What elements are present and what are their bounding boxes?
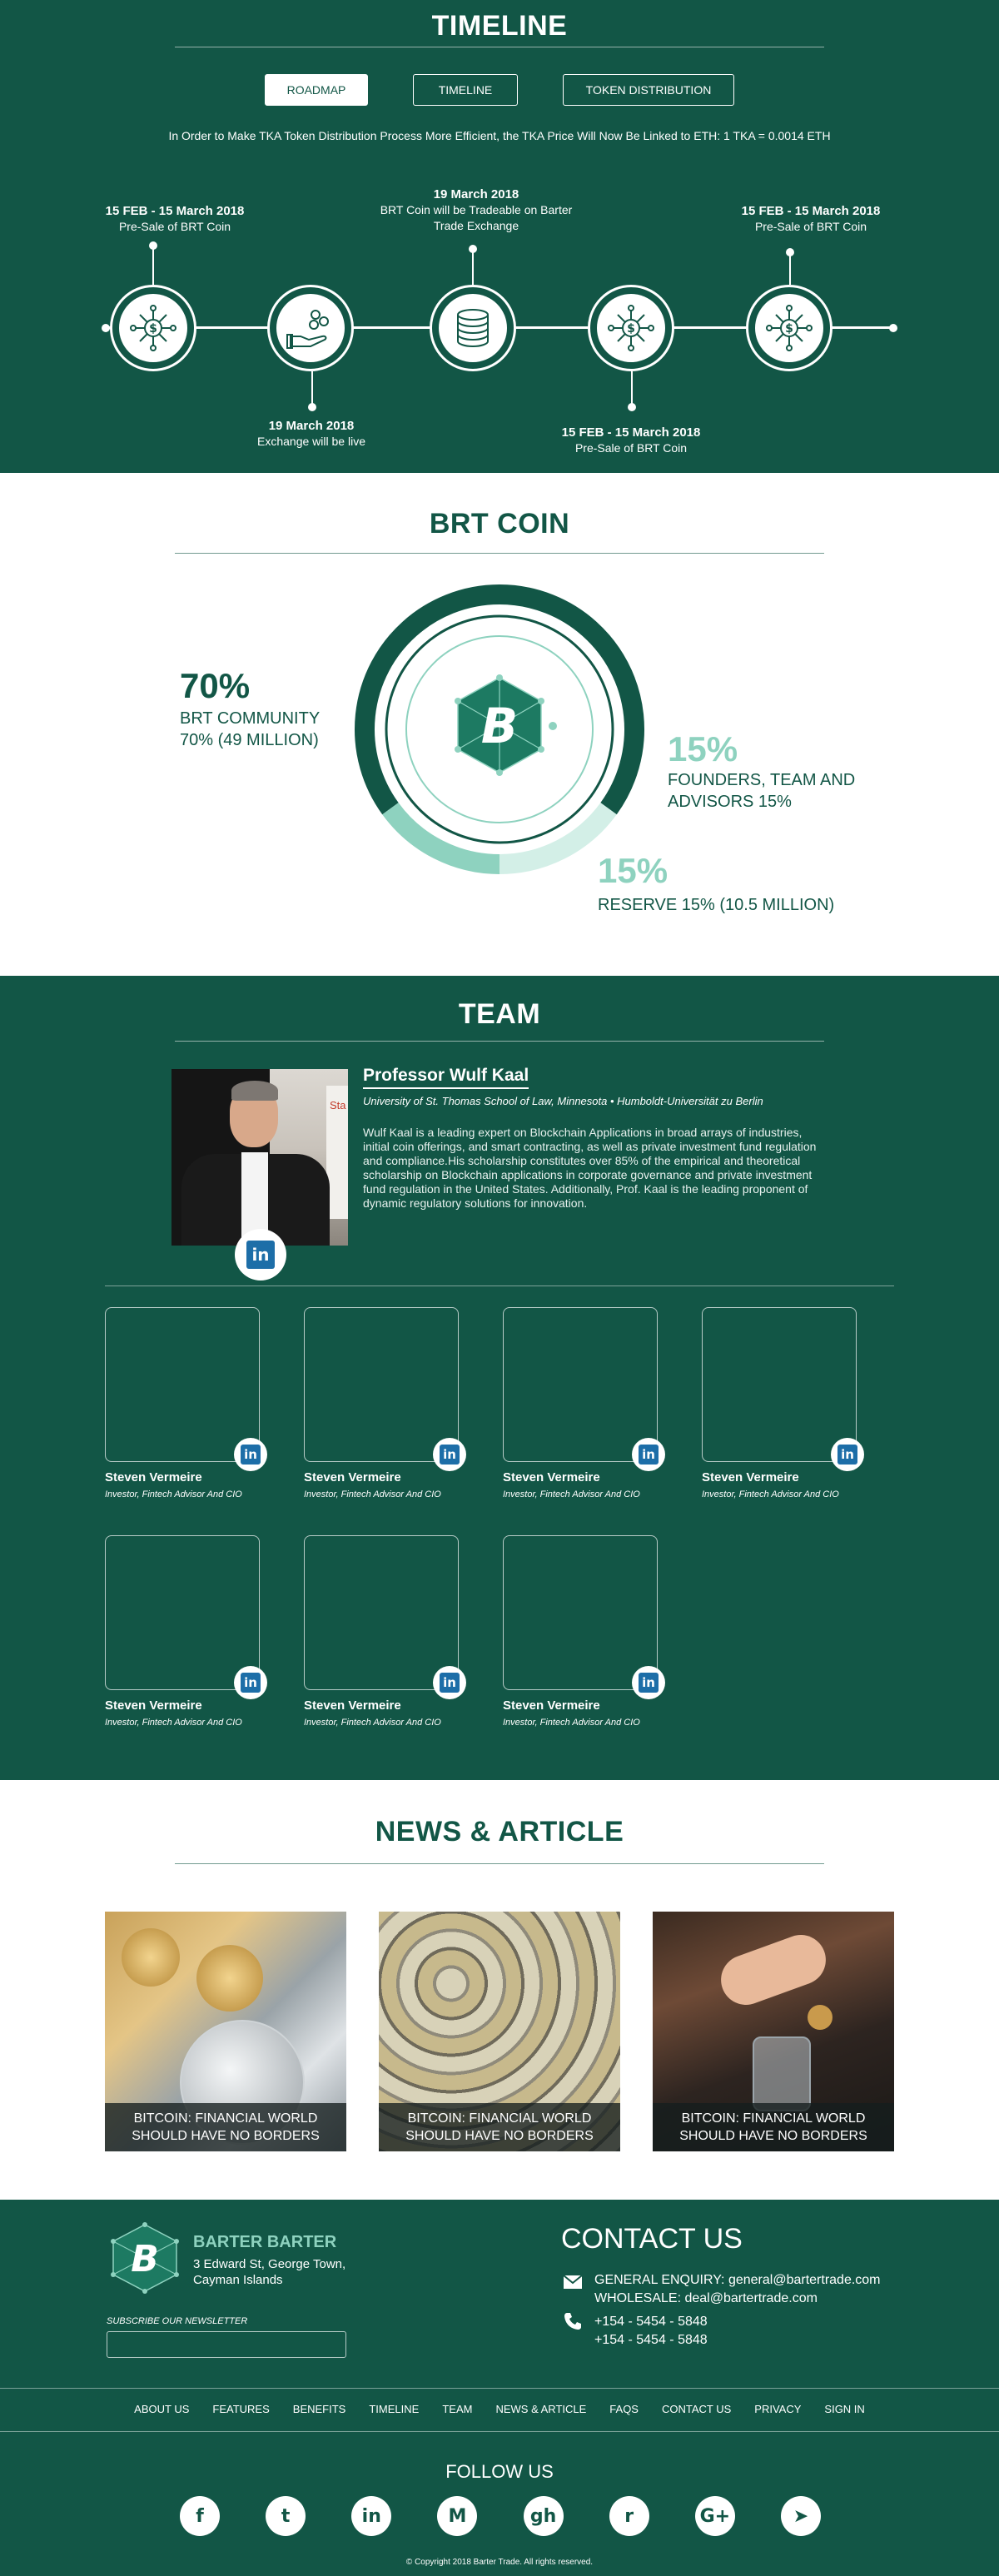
nav-features[interactable]: FEATURES	[212, 2403, 270, 2415]
jar-image	[753, 2036, 811, 2111]
subscribe-label: SUBSCRIBE OUR NEWSLETTER	[107, 2316, 248, 2326]
member-role: Investor, Fintech Advisor And CIO	[304, 1489, 441, 1499]
timeline-title: TIMELINE	[431, 10, 568, 42]
lead-photo	[171, 1069, 348, 1246]
social-links	[180, 2496, 821, 2536]
phone-1[interactable]: +154 - 5454 - 5848	[594, 2315, 708, 2329]
nav-privacy[interactable]: PRIVACY	[754, 2403, 802, 2415]
team-member-card[interactable]	[105, 1535, 271, 1728]
address	[193, 2256, 345, 2288]
team-title: TEAM	[458, 998, 541, 1030]
linkedin-icon[interactable]: in	[632, 1438, 665, 1471]
member-name: Steven Vermeire	[503, 1698, 600, 1713]
milestone-4-label	[531, 425, 731, 456]
linkedin-icon[interactable]: in	[632, 1666, 665, 1699]
mail-icon	[563, 2275, 583, 2290]
milestone-4-node[interactable]	[588, 285, 674, 371]
timeline-end-dot	[102, 324, 110, 332]
nav-news-article[interactable]: NEWS & ARTICLE	[495, 2403, 587, 2415]
nav-contact-us[interactable]: CONTACT US	[661, 2403, 732, 2415]
member-name: Steven Vermeire	[702, 1470, 799, 1484]
timeline-note: In Order to Make TKA Token Distribution Process More Efficient, the TKA Price Will Now Be Linked to ETH: 1 TKA = 0.0014 ETH	[168, 129, 831, 142]
medium-icon[interactable]: M	[437, 2496, 477, 2536]
member-photo-frame	[503, 1535, 658, 1690]
community-percent: 70%	[180, 666, 251, 705]
footer-nav	[0, 2403, 999, 2415]
news-caption: BITCOIN: FINANCIAL WORLD SHOULD HAVE NO BORDERS	[105, 2103, 346, 2151]
phone-icon	[563, 2311, 583, 2331]
team-member-card[interactable]	[304, 1535, 470, 1728]
milestone-text: BRT Coin will be Tradeable on Barter Trade Exchange	[380, 203, 573, 232]
general-label: GENERAL ENQUIRY:	[594, 2273, 725, 2287]
milestone-5-node[interactable]	[746, 285, 832, 371]
founders-percent: 15%	[668, 729, 738, 768]
milestone-1-node[interactable]	[110, 285, 196, 371]
news-title: NEWS & ARTICLE	[375, 1816, 624, 1847]
member-photo-frame	[105, 1307, 260, 1462]
coin-stack-icon	[439, 294, 507, 362]
milestone-date: 15 FEB - 15 March 2018	[561, 425, 701, 440]
title-divider	[175, 553, 824, 554]
svg-text:B: B	[131, 2238, 159, 2280]
milestone-3-label	[376, 186, 576, 234]
news-section	[0, 1780, 999, 2200]
milestone-stem	[311, 371, 313, 405]
reserve-label: RESERVE 15% (10.5 MILLION)	[598, 896, 835, 914]
tab-timeline[interactable]: TIMELINE	[413, 74, 518, 106]
team-member-card[interactable]	[503, 1307, 669, 1499]
member-photo-frame	[304, 1307, 459, 1462]
team-section	[0, 976, 999, 1780]
wholesale-email[interactable]: deal@bartertrade.com	[684, 2291, 818, 2305]
milestone-dot	[786, 248, 794, 256]
milestone-text: Pre-Sale of BRT Coin	[754, 220, 867, 233]
milestone-3-node[interactable]	[430, 285, 516, 371]
founders-label: FOUNDERS, TEAM AND ADVISORS 15%	[668, 771, 856, 811]
milestone-date: 19 March 2018	[433, 187, 519, 201]
member-role: Investor, Fintech Advisor And CIO	[105, 1489, 242, 1499]
svg-text:$: $	[149, 322, 157, 336]
linkedin-icon[interactable]: in	[433, 1438, 466, 1471]
member-role: Investor, Fintech Advisor And CIO	[105, 1718, 242, 1728]
follow-title: FOLLOW US	[445, 2461, 554, 2482]
github-icon[interactable]: gh	[524, 2496, 564, 2536]
milestone-dot	[469, 245, 477, 253]
wholesale-enquiry	[594, 2291, 818, 2306]
brt-coin-section	[0, 473, 999, 976]
team-member-card[interactable]	[503, 1535, 669, 1728]
timeline-section	[0, 0, 999, 473]
contact-title: CONTACT US	[561, 2223, 743, 2255]
member-role: Investor, Fintech Advisor And CIO	[503, 1489, 640, 1499]
milestone-dot	[308, 403, 316, 411]
linkedin-icon[interactable]: in	[234, 1666, 267, 1699]
community-label: BRT COMMUNITY 70% (49 MILLION)	[180, 709, 320, 749]
team-member-card[interactable]	[105, 1307, 271, 1499]
nav-team[interactable]: TEAM	[442, 2403, 473, 2415]
lead-name[interactable]: Professor Wulf Kaal	[363, 1066, 529, 1089]
facebook-icon[interactable]: f	[180, 2496, 220, 2536]
member-name: Steven Vermeire	[304, 1470, 401, 1484]
telegram-icon[interactable]: ➤	[781, 2496, 821, 2536]
milestone-text: Pre-Sale of BRT Coin	[574, 441, 688, 455]
general-email[interactable]: general@bartertrade.com	[728, 2273, 881, 2287]
dollar-network-icon	[597, 294, 665, 362]
lead-affiliation: University of St. Thomas School of Law, Minnesota • Humboldt-Universität zu Berlin	[363, 1095, 763, 1107]
member-photo-frame	[304, 1535, 459, 1690]
title-divider	[175, 1863, 824, 1864]
hand-coins-icon	[276, 294, 345, 362]
milestone-date: 19 March 2018	[268, 419, 355, 433]
member-role: Investor, Fintech Advisor And CIO	[304, 1718, 441, 1728]
member-role: Investor, Fintech Advisor And CIO	[503, 1718, 640, 1728]
milestone-text: Pre-Sale of BRT Coin	[118, 220, 231, 233]
twitter-icon[interactable]: t	[266, 2496, 306, 2536]
wholesale-label: WHOLESALE:	[594, 2291, 682, 2305]
member-photo-frame	[702, 1307, 857, 1462]
linkedin-icon[interactable]: in	[234, 1438, 267, 1471]
nav-sign-in[interactable]: SIGN IN	[824, 2403, 865, 2415]
member-photo-frame	[105, 1535, 260, 1690]
milestone-5-label	[711, 203, 911, 235]
reddit-icon[interactable]: r	[609, 2496, 649, 2536]
barter-logo-icon[interactable]	[103, 2216, 186, 2300]
google-plus-icon[interactable]: G+	[695, 2496, 735, 2536]
brt-donut-chart	[341, 571, 658, 888]
news-caption: BITCOIN: FINANCIAL WORLD SHOULD HAVE NO BORDERS	[379, 2103, 620, 2151]
news-card[interactable]	[105, 1912, 346, 2151]
address-line: Cayman Islands	[193, 2273, 283, 2287]
dollar-network-icon	[755, 294, 823, 362]
news-card[interactable]	[653, 1912, 894, 2151]
news-card[interactable]	[379, 1912, 620, 2151]
tab-token-distribution[interactable]: TOKEN DISTRIBUTION	[563, 74, 734, 106]
lead-bio: Wulf Kaal is a leading expert on Blockchain Applications in broad arrays of industries, initial coin offerings, and smart contracting, as well as private investment fund regulation and compliance.His scholarship constitutes over 85% of the empirical and theoretical scholarship on Blockchain applications in corporate governance and private investment fund regulation in the United States. Additionally, Prof. Kaal is the leading proponent of dynamic regulatory solutions for innovation.	[363, 1126, 817, 1210]
member-name: Steven Vermeire	[304, 1698, 401, 1713]
tab-roadmap[interactable]: ROADMAP	[265, 74, 368, 106]
team-member-card[interactable]	[702, 1307, 868, 1499]
team-member-card[interactable]	[304, 1307, 470, 1499]
linkedin-icon[interactable]: in	[351, 2496, 391, 2536]
nav-about-us[interactable]: ABOUT US	[134, 2403, 190, 2415]
member-role: Investor, Fintech Advisor And CIO	[702, 1489, 839, 1499]
nav-benefits[interactable]: BENEFITS	[292, 2403, 346, 2415]
linkedin-icon[interactable]: in	[831, 1438, 864, 1471]
nav-faqs[interactable]: FAQS	[609, 2403, 639, 2415]
milestone-date: 15 FEB - 15 March 2018	[741, 204, 881, 218]
brand-name: BARTER BARTER	[193, 2233, 337, 2251]
brt-title: BRT COIN	[429, 508, 570, 540]
site-footer	[0, 2200, 999, 2576]
timeline-end-dot	[889, 324, 897, 332]
member-name: Steven Vermeire	[503, 1470, 600, 1484]
photo-sign-text: Sta	[330, 1099, 346, 1111]
milestone-dot	[628, 403, 636, 411]
milestone-dot	[149, 241, 157, 250]
milestone-2-label	[211, 418, 411, 450]
address-line: 3 Edward St, George Town,	[193, 2257, 346, 2271]
donut-segment	[500, 808, 609, 864]
member-name: Steven Vermeire	[105, 1470, 202, 1484]
milestone-1-label	[75, 203, 275, 235]
footer-divider	[0, 2388, 999, 2389]
svg-text:B: B	[480, 698, 519, 754]
linkedin-icon[interactable]: in	[433, 1666, 466, 1699]
svg-text:$: $	[785, 322, 793, 336]
reserve-percent: 15%	[598, 851, 668, 890]
phone-2[interactable]: +154 - 5454 - 5848	[594, 2333, 708, 2347]
milestone-text: Exchange will be live	[257, 435, 365, 448]
donut-segment	[390, 808, 500, 864]
title-divider	[175, 1041, 824, 1042]
dollar-network-icon	[119, 294, 187, 362]
news-caption: BITCOIN: FINANCIAL WORLD SHOULD HAVE NO BORDERS	[653, 2103, 894, 2151]
copyright: © Copyright 2018 Barter Trade. All rights reserved.	[405, 2558, 594, 2567]
milestone-2-node[interactable]	[267, 285, 354, 371]
footer-divider	[0, 2431, 999, 2432]
brt-logo-icon	[455, 674, 557, 776]
lead-linkedin-icon[interactable]: in	[235, 1229, 286, 1281]
member-name: Steven Vermeire	[105, 1698, 202, 1713]
newsletter-email-input[interactable]	[107, 2331, 346, 2358]
milestone-date: 15 FEB - 15 March 2018	[105, 204, 245, 218]
svg-text:$: $	[627, 322, 635, 336]
member-photo-frame	[503, 1307, 658, 1462]
general-enquiry	[594, 2273, 881, 2288]
milestone-stem	[631, 371, 633, 405]
nav-timeline[interactable]: TIMELINE	[369, 2403, 420, 2415]
timeline-tabs	[0, 74, 999, 106]
